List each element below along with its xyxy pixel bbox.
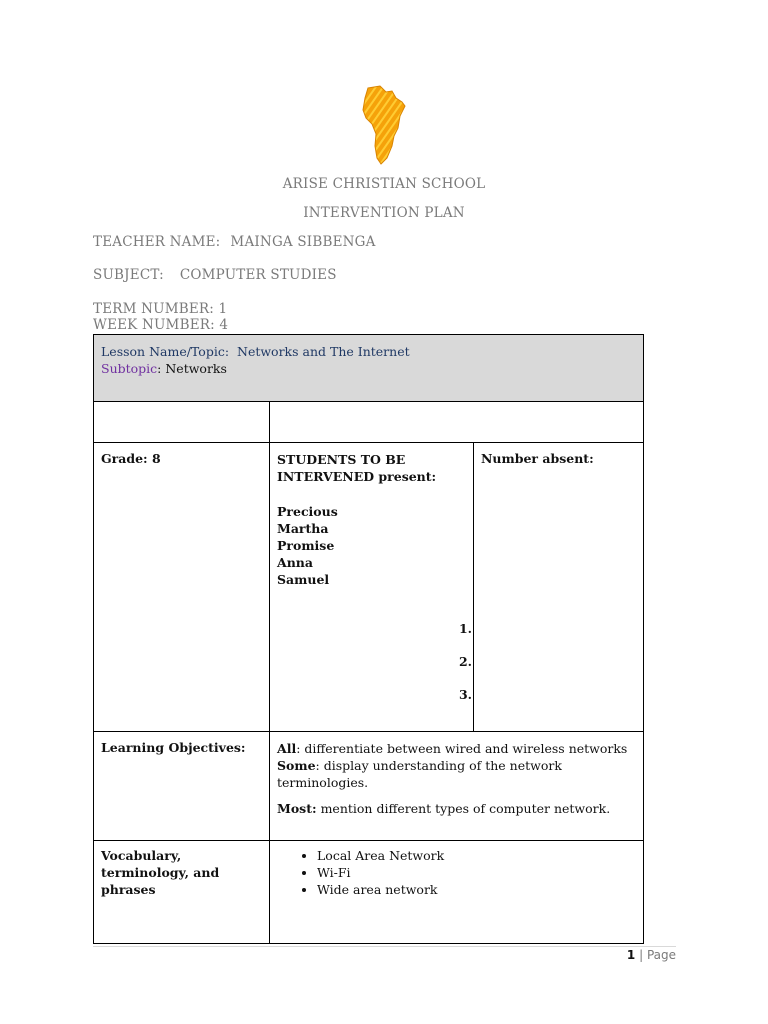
plan-table	[93, 334, 644, 944]
subject-label: SUBJECT:	[93, 267, 164, 283]
student-name: Samuel	[277, 572, 330, 587]
topic-value: Networks and The Internet	[237, 344, 410, 359]
teacher-name-line	[93, 234, 376, 250]
page-number: 1	[626, 948, 636, 962]
vocabulary-label	[94, 841, 270, 944]
vocabulary-label-1: Vocabulary,	[101, 848, 182, 863]
vocabulary-list	[277, 847, 636, 898]
list-number: 2.	[458, 654, 472, 669]
list-number: 3.	[458, 687, 472, 702]
grade-label: Grade: 8	[94, 443, 270, 732]
students-cell	[270, 443, 474, 732]
number-absent-label: Number absent:	[474, 443, 644, 732]
page-separator: |	[635, 948, 647, 962]
lesson-header-cell	[94, 335, 644, 402]
some-text: : display understanding of the network	[315, 758, 562, 773]
subject-line	[93, 267, 337, 283]
student-name: Anna	[277, 555, 313, 570]
vocabulary-label-3: phrases	[101, 882, 156, 897]
objectives-label: Learning Objectives:	[94, 732, 270, 841]
teacher-value: MAINGA SIBBENGA	[230, 234, 376, 250]
all-label: All	[277, 741, 297, 756]
school-name: ARISE CHRISTIAN SCHOOL	[282, 176, 486, 192]
teacher-label: TEACHER NAME:	[93, 234, 221, 250]
students-heading-1: STUDENTS TO BE	[277, 452, 406, 467]
some-label: Some	[277, 758, 316, 773]
some-text-cont: terminologies.	[277, 775, 369, 790]
numbered-list	[277, 612, 472, 711]
student-name: Promise	[277, 538, 335, 553]
most-label: Most:	[277, 801, 317, 816]
blank-cell-right	[270, 402, 644, 443]
page-word: Page	[646, 948, 676, 962]
students-list	[277, 503, 466, 588]
student-name: Martha	[277, 521, 329, 536]
document-title: INTERVENTION PLAN	[303, 205, 465, 221]
blank-cell-left	[94, 402, 270, 443]
all-text: : differentiate between wired and wireless networks	[296, 741, 628, 756]
student-name: Precious	[277, 504, 338, 519]
subtopic-label: Subtopic	[101, 361, 158, 376]
vocabulary-item: • Local Area Network	[317, 847, 636, 864]
topic-label: Lesson Name/Topic:	[101, 344, 230, 359]
term-number: TERM NUMBER: 1	[93, 301, 228, 317]
most-text: mention different types of computer network.	[316, 801, 611, 816]
list-number: 1.	[458, 621, 472, 636]
page-footer	[627, 948, 676, 962]
vocabulary-cell	[270, 841, 644, 944]
week-number: WEEK NUMBER: 4	[93, 317, 229, 333]
footer-divider	[93, 946, 676, 947]
students-heading-2: INTERVENED present:	[277, 469, 437, 484]
africa-map-logo	[362, 84, 406, 166]
vocabulary-item: • Wi-Fi	[317, 864, 636, 881]
objectives-cell	[270, 732, 644, 841]
subject-value: COMPUTER STUDIES	[179, 267, 337, 283]
vocabulary-item: • Wide area network	[317, 881, 636, 898]
vocabulary-label-2: terminology, and	[101, 865, 220, 880]
subtopic-value: : Networks	[157, 361, 227, 376]
